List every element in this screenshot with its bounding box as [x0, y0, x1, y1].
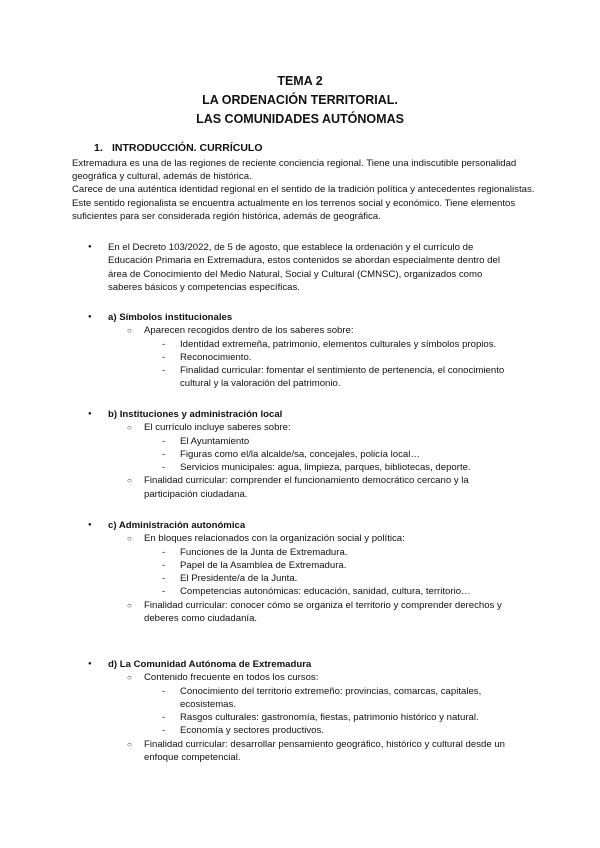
section-a-title: ● a) Símbolos institucionales — [0, 311, 600, 324]
section-c-sub: ○ En bloques relacionados con la organización social y política: — [0, 532, 600, 545]
title-tema: TEMA 2 — [277, 74, 323, 88]
section-c-item: - Competencias autonómicas: educación, sanidad, cultura, territorio… — [0, 585, 600, 598]
section-c — [0, 519, 600, 625]
section-b — [0, 408, 600, 501]
section-heading — [94, 142, 263, 154]
section-d-sub: ○ Finalidad curricular: desarrollar pensamiento geográfico, histórico y cultural desde un enfoque competencial. — [0, 738, 534, 765]
section-d-sub: ○ Contenido frecuente en todos los cursos: — [0, 671, 600, 684]
section-c-item: - El Presidente/a de la Junta. — [0, 572, 600, 585]
section-number: 1. — [94, 142, 103, 154]
intro-text — [72, 157, 542, 223]
section-b-item: - Servicios municipales: agua, limpieza, parques, bibliotecas, deporte. — [0, 461, 600, 474]
title-ordenacion: LA ORDENACIÓN TERRITORIAL. — [202, 93, 398, 107]
section-b-item: - El Ayuntamiento — [0, 435, 600, 448]
section-d-item: - Economía y sectores productivos. — [0, 724, 600, 737]
decreto-list — [0, 241, 600, 294]
section-d — [0, 658, 600, 764]
section-a-item: - Identidad extremeña, patrimonio, elementos culturales y símbolos propios. — [0, 338, 600, 351]
section-c-item: - Papel de la Asamblea de Extremadura. — [0, 559, 600, 572]
intro-paragraph: Carece de una auténtica identidad regional en el sentido de la tradición política y antecedentes regionalistas. Este sentido regionalista se encuentra actualmente en los terrenos social y económico. Tiene elementos suficientes para ser considerada región histórica, además de geográfica. — [72, 184, 535, 222]
section-c-title: ● c) Administración autonómica — [0, 519, 600, 532]
section-c-item: - Funciones de la Junta de Extremadura. — [0, 546, 600, 559]
section-b-item: - Figuras como el/la alcalde/sa, concejales, policía local… — [0, 448, 600, 461]
section-b-sub: ○ Finalidad curricular: comprender el funcionamiento democrático cercano y la participación ciudadana. — [0, 474, 494, 501]
section-a — [0, 311, 600, 391]
section-b-sub: ○ El currículo incluye saberes sobre: — [0, 421, 600, 434]
title-comunidades: LAS COMUNIDADES AUTÓNOMAS — [196, 112, 404, 126]
section-b-title: ● b) Instituciones y administración local — [0, 408, 600, 421]
intro-paragraph: Extremadura es una de las regiones de reciente conciencia regional. Tiene una indiscutible personalidad geográfica y cultural, además de histórica. — [72, 158, 517, 183]
section-a-sub: ○ Aparecen recogidos dentro de los saberes sobre: — [0, 324, 600, 337]
section-a-item: - Finalidad curricular: fomentar el sentimiento de pertenencia, el conocimiento cultural y la valoración del patrimonio. — [0, 364, 525, 391]
section-a-item: - Reconocimiento. — [0, 351, 600, 364]
section-d-item: - Rasgos culturales: gastronomía, fiestas, patrimonio histórico y natural. — [0, 711, 600, 724]
section-d-item: - Conocimiento del territorio extremeño: provincias, comarcas, capitales, ecosistemas. — [0, 685, 525, 712]
decreto-bullet: ● En el Decreto 103/2022, de 5 de agosto, que establece la ordenación y el currículo de Educación Primaria en Extremadura, estos contenidos se abordan especialmente dentro del área de Conocimiento del Medio Natural, Social y Cultural (CMNSC), organizados como saberes básicos y competencias específicas. — [0, 241, 518, 294]
title-block — [0, 72, 600, 129]
section-title: INTRODUCCIÓN. CURRÍCULO — [112, 142, 263, 154]
section-d-title: ● d) La Comunidad Autónoma de Extremadura — [0, 658, 600, 671]
section-c-sub: ○ Finalidad curricular: conocer cómo se organiza el territorio y comprender derechos y deberes como ciudadanía. — [0, 599, 529, 626]
